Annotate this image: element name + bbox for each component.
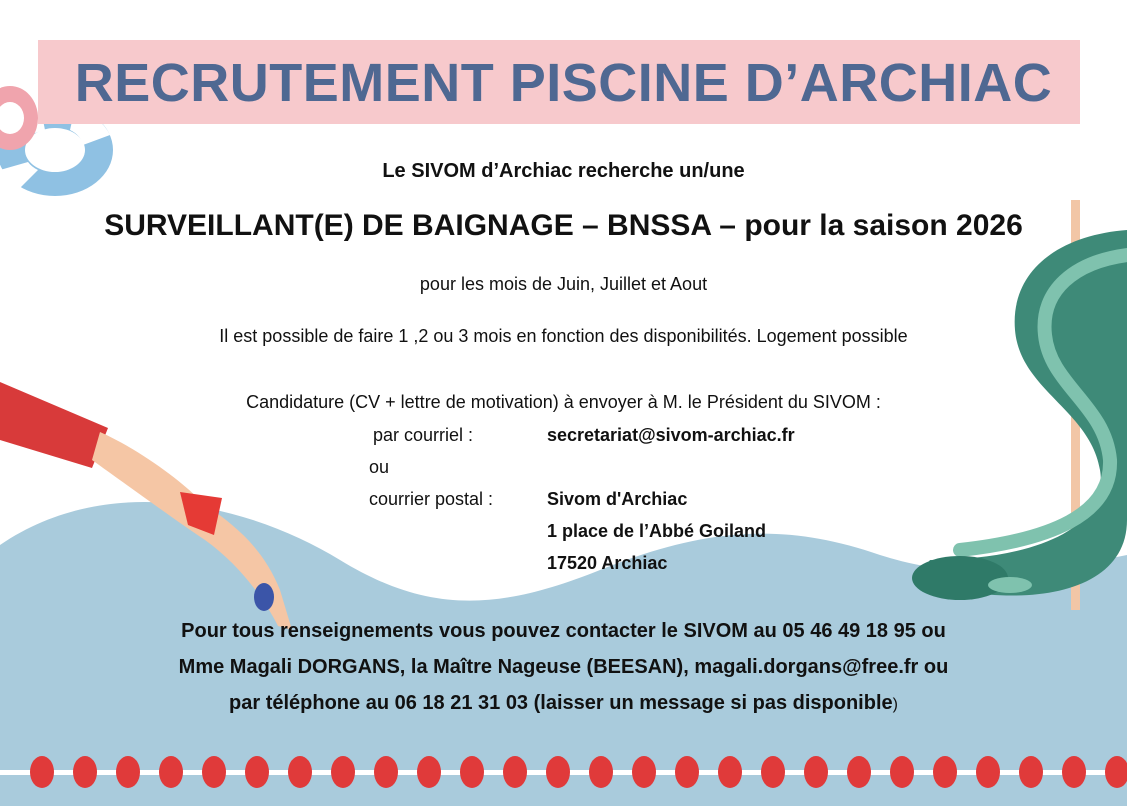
email-address[interactable]: secretariat@sivom-archiac.fr	[547, 425, 795, 445]
lane-rope-buoy	[374, 756, 398, 788]
lane-rope-buoy	[761, 756, 785, 788]
lane-rope-buoy	[245, 756, 269, 788]
address-line-3: 17520 Archiac	[547, 553, 668, 573]
contact-line-1: Pour tous renseignements vous pouvez contacter le SIVOM au 05 46 49 18 95 ou	[181, 620, 946, 642]
lane-rope-buoy	[288, 756, 312, 788]
application-intro: Candidature (CV + lettre de motivation) à envoyer à M. le Président du SIVOM :	[246, 392, 881, 412]
page-title: RECRUTEMENT PISCINE D’ARCHIAC	[74, 53, 1053, 113]
contact-line-2: Mme Magali DORGANS, la Maître Nageuse (BEESAN), magali.dorgans@free.fr ou	[178, 656, 949, 678]
lane-rope-buoy	[718, 756, 742, 788]
lane-rope-buoy	[847, 756, 871, 788]
contact-line-3: par téléphone au 06 18 21 31 03 (laisser un message si pas disponible	[229, 692, 893, 714]
duration-text: Il est possible de faire 1 ,2 ou 3 mois en fonction des disponibilités. Logement possible	[219, 326, 908, 346]
lane-rope-buoy	[675, 756, 699, 788]
address-line-2: 1 place de l’Abbé Goiland	[547, 521, 767, 541]
lane-rope-buoy	[460, 756, 484, 788]
lane-rope-buoy	[890, 756, 914, 788]
email-label: par courriel :	[373, 425, 474, 445]
lane-rope-buoy	[73, 756, 97, 788]
lane-rope-buoy	[202, 756, 226, 788]
lane-rope-buoy	[933, 756, 957, 788]
lane-rope-buoy	[976, 756, 1000, 788]
contact-line-3-wrap	[0, 692, 1127, 715]
lane-rope-buoy	[632, 756, 656, 788]
lane-rope-buoy	[804, 756, 828, 788]
lane-rope-buoy	[546, 756, 570, 788]
lane-rope-buoy	[116, 756, 140, 788]
contact-line-3-end: )	[892, 696, 898, 713]
lane-rope-buoy	[417, 756, 441, 788]
lane-rope-buoy	[503, 756, 527, 788]
lane-rope-buoy	[589, 756, 613, 788]
address-line-1: Sivom d'Archiac	[547, 489, 688, 509]
lane-rope-buoy	[331, 756, 355, 788]
lane-rope-buoy	[1019, 756, 1043, 788]
postal-label: courrier postal :	[369, 489, 494, 509]
lane-rope-buoy	[159, 756, 183, 788]
or-text: ou	[369, 457, 390, 477]
lane-rope-buoy	[30, 756, 54, 788]
lane-rope-buoy	[1062, 756, 1086, 788]
months-text: pour les mois de Juin, Juillet et Aout	[419, 274, 708, 294]
job-title: SURVEILLANT(E) DE BAIGNAGE – BNSSA – pour la saison 2026	[104, 209, 1023, 242]
intro-text: Le SIVOM d’Archiac recherche un/une	[382, 160, 745, 182]
